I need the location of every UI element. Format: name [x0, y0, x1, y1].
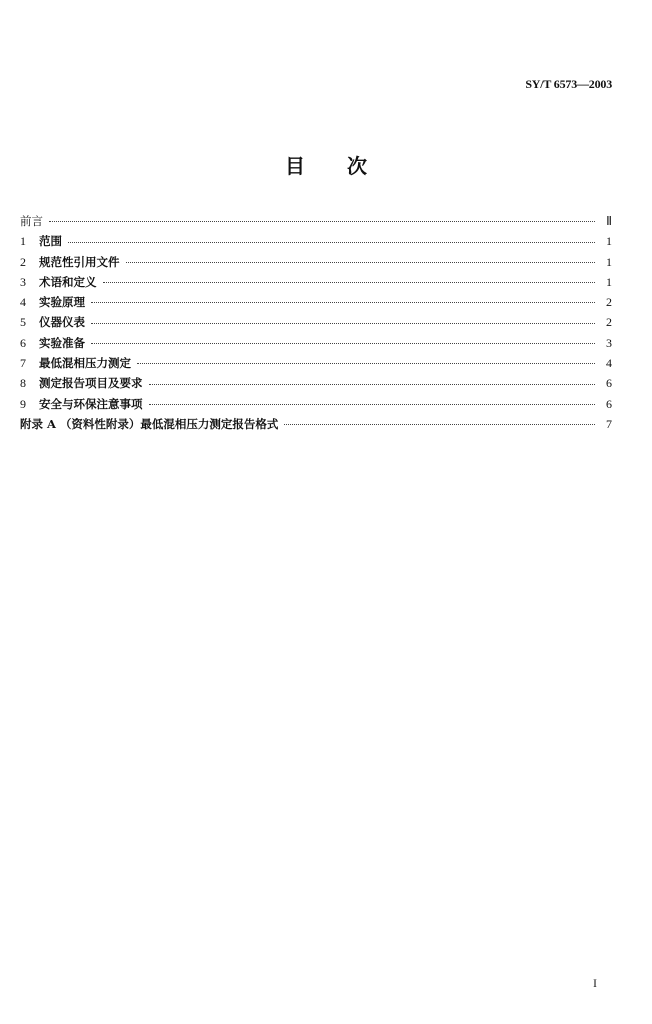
toc-entry-page: 1 — [606, 254, 612, 269]
toc-entry-number: 7 — [20, 356, 26, 371]
toc-entry-label: 术语和定义 — [39, 274, 97, 289]
toc-entry-label: 安全与环保注意事项 — [39, 396, 143, 411]
toc-entry-1 — [20, 231, 612, 251]
toc-entry-label: 前言 — [20, 214, 43, 228]
toc-entry-9 — [20, 394, 612, 414]
toc-entry-page: 3 — [606, 335, 612, 350]
toc-entry-3 — [20, 272, 612, 292]
toc-entry-page: 1 — [606, 274, 612, 289]
toc-entry-number: 2 — [20, 254, 26, 269]
toc-entry-page: 1 — [606, 234, 612, 249]
toc-entry-label: 实验准备 — [39, 335, 85, 350]
toc-leader-dots — [91, 322, 595, 324]
toc-entry-page: 6 — [606, 396, 612, 411]
toc-leader-dots — [137, 362, 595, 364]
toc-leader-dots — [103, 281, 596, 283]
toc-entry-number: 8 — [20, 376, 26, 391]
toc-entry-page: 4 — [606, 356, 612, 371]
toc-entry-label: 仪器仪表 — [39, 315, 85, 330]
toc-entry-number: 6 — [20, 335, 26, 350]
toc-leader-dots — [91, 342, 595, 344]
toc-leader-dots — [284, 423, 595, 425]
toc-entry-number: 3 — [20, 274, 26, 289]
toc-leader-dots — [68, 241, 595, 243]
toc-leader-dots — [126, 261, 596, 263]
toc-entry-label: 规范性引用文件 — [39, 254, 120, 269]
toc-leader-dots — [49, 220, 595, 222]
toc-entry-number: 1 — [20, 234, 26, 249]
page-number: I — [593, 976, 597, 990]
page-title: 目次 — [285, 154, 409, 178]
toc-entry-page: 7 — [606, 416, 612, 431]
toc-leader-dots — [149, 383, 596, 385]
toc-entry-2 — [20, 252, 612, 272]
toc-entry-page: Ⅱ — [606, 214, 612, 228]
toc-entry-8 — [20, 373, 612, 393]
table-of-contents — [20, 211, 612, 434]
toc-entry-number: 4 — [20, 295, 26, 310]
document-code: SY/T 6573—2003 — [525, 77, 612, 91]
toc-entry-page: 2 — [606, 295, 612, 310]
toc-leader-dots — [149, 403, 596, 405]
toc-entry-label: 附录 A （资料性附录）最低混相压力测定报告格式 — [20, 416, 279, 431]
toc-entry-label: 测定报告项目及要求 — [39, 376, 143, 391]
toc-entry-7 — [20, 353, 612, 373]
toc-entry-appendix-a — [20, 414, 612, 434]
toc-entry-number: 9 — [20, 396, 26, 411]
toc-entry-number: 5 — [20, 315, 26, 330]
toc-entry-page: 2 — [606, 315, 612, 330]
toc-entry-page: 6 — [606, 376, 612, 391]
toc-entry-foreword — [20, 211, 612, 231]
toc-entry-label: 实验原理 — [39, 295, 85, 310]
toc-entry-5 — [20, 312, 612, 332]
toc-entry-label: 最低混相压力测定 — [39, 356, 131, 371]
toc-entry-label: 范围 — [39, 234, 62, 249]
toc-entry-6 — [20, 333, 612, 353]
toc-leader-dots — [91, 301, 595, 303]
toc-entry-4 — [20, 292, 612, 312]
